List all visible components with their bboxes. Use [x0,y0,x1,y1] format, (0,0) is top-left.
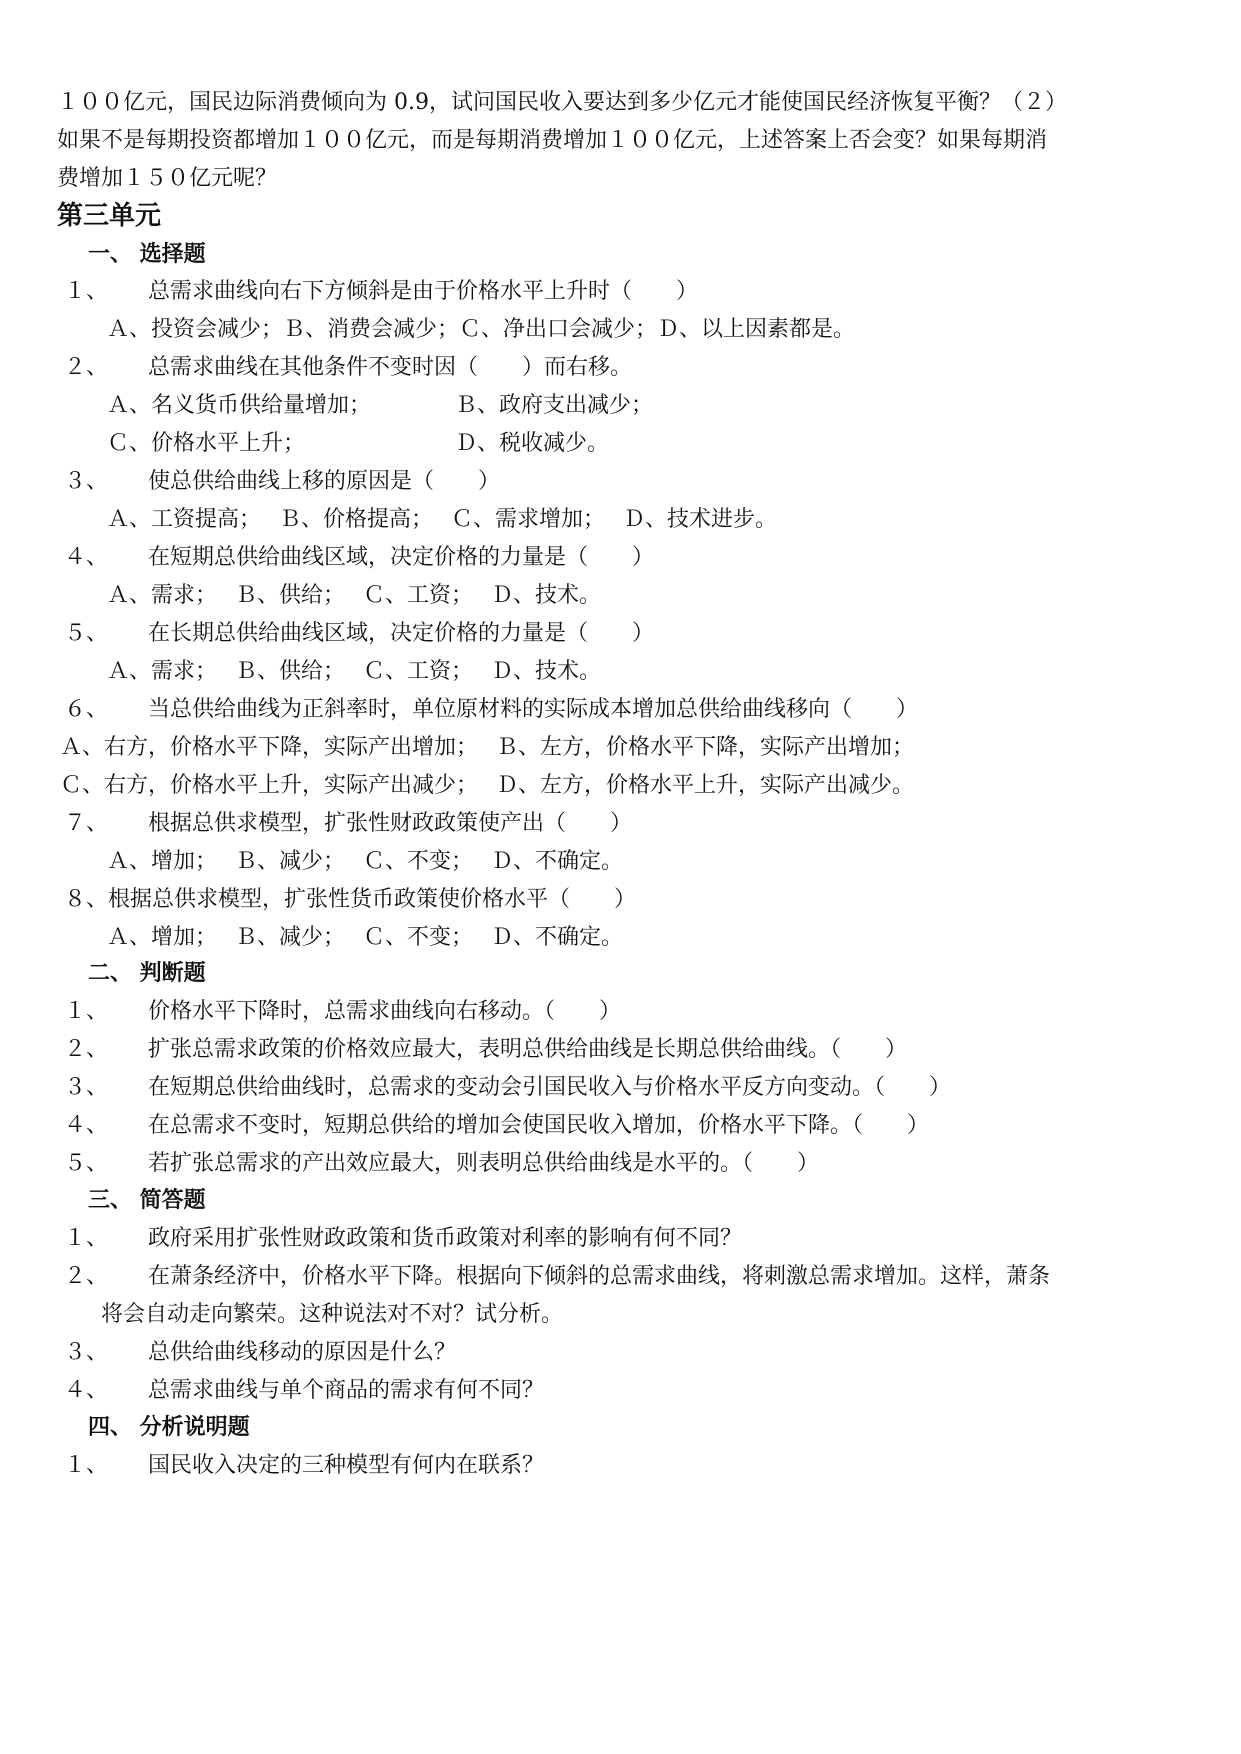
question-options: Ａ、需求； Ｂ、供给； Ｃ、工资； Ｄ、技术。 [107,583,601,608]
question-text: ８、根据总供求模型，扩张性货币政策使价格水平（ ） [64,887,637,912]
question-text: 在萧条经济中，价格水平下降。根据向下倾斜的总需求曲线，将刺激总需求增加。这样，萧条 [148,1264,1051,1289]
option-b: Ｂ、政府支出减少； [455,393,654,418]
question-number: ３、 [64,469,109,494]
option-d: Ｄ、税收减少。 [455,431,610,456]
section-title-short-answer: 三、 简答题 [88,1188,206,1213]
question-options: Ａ、需求； Ｂ、供给； Ｃ、工资； Ｄ、技术。 [107,659,601,684]
question-options: Ａ、投资会减少；Ｂ、消费会减少；Ｃ、净出口会减少；Ｄ、以上因素都是。 [107,317,856,342]
option-a: Ａ、名义货币供给量增加； [107,393,372,418]
question-options: Ｃ、右方，价格水平上升，实际产出减少； Ｄ、左方，价格水平上升，实际产出减少。 [60,773,914,798]
question-text: 当总供给曲线为正斜率时，单位原材料的实际成本增加总供给曲线移向（ ） [148,697,919,722]
question-number: ７、 [64,811,109,836]
question-options: Ａ、增加； Ｂ、减少； Ｃ、不变； Ｄ、不确定。 [107,925,623,950]
unit-title: 第三单元 [57,201,162,231]
question-number: ４、 [64,545,109,570]
question-options: Ａ、工资提高； Ｂ、价格提高； Ｃ、需求增加； Ｄ、技术进步。 [107,507,777,532]
question-text: 在总需求不变时，短期总供给的增加会使国民收入增加，价格水平下降。（ ） [148,1113,930,1138]
question-text-continued: 将会自动走向繁荣。这种说法对不对？试分析。 [101,1302,564,1327]
question-number: ２、 [64,355,109,380]
question-number: ３、 [64,1340,109,1365]
question-text: 扩张总需求政策的价格效应最大，表明总供给曲线是长期总供给曲线。（ ） [148,1037,908,1062]
question-text: 价格水平下降时，总需求曲线向右移动。（ ） [148,999,622,1024]
intro-line-2: 如果不是每期投资都增加１００亿元，而是每期消费增加１００亿元，上述答案上否会变？如果每期消 [57,128,1048,153]
section-title-choice: 一、 选择题 [88,242,206,267]
intro-line-1: １００亿元，国民边际消费倾向为 0.9，试问国民收入要达到多少亿元才能使国民经济恢复平衡？（２） [57,90,1067,115]
question-number: ６、 [64,697,109,722]
section-title-analysis: 四、 分析说明题 [88,1415,250,1440]
question-number: ３、 [64,1075,109,1100]
question-number: ４、 [64,1378,109,1403]
question-number: ２、 [64,1264,109,1289]
question-number: ４、 [64,1113,109,1138]
question-number: １、 [64,999,109,1024]
question-number: ５、 [64,621,109,646]
question-text: 国民收入决定的三种模型有何内在联系？ [148,1453,545,1478]
question-text: 在长期总供给曲线区域，决定价格的力量是（ ） [148,621,655,646]
question-text: 使总供给曲线上移的原因是（ ） [148,469,501,494]
question-text: 总需求曲线向右下方倾斜是由于价格水平上升时（ ） [148,279,699,304]
question-options: Ａ、右方，价格水平下降，实际产出增加； Ｂ、左方，价格水平下降，实际产出增加； [60,735,914,760]
question-text: 政府采用扩张性财政政策和货币政策对利率的影响有何不同？ [148,1226,743,1251]
question-text: 总需求曲线在其他条件不变时因（ ）而右移。 [148,355,633,380]
question-options: Ａ、增加； Ｂ、减少； Ｃ、不变； Ｄ、不确定。 [107,849,623,874]
question-text: 根据总供求模型，扩张性财政政策使产出（ ） [148,811,633,836]
question-text: 总供给曲线移动的原因是什么？ [148,1340,457,1365]
question-number: ２、 [64,1037,109,1062]
question-text: 总需求曲线与单个商品的需求有何不同？ [148,1378,545,1403]
question-number: １、 [64,1226,109,1251]
question-number: ５、 [64,1151,109,1176]
question-number: １、 [64,1453,109,1478]
question-text: 若扩张总需求的产出效应最大，则表明总供给曲线是水平的。（ ） [148,1151,820,1176]
option-c: Ｃ、价格水平上升； [107,431,306,456]
question-number: １、 [64,279,109,304]
section-title-judgement: 二、 判断题 [88,961,206,986]
question-text: 在短期总供给曲线区域，决定价格的力量是（ ） [148,545,655,570]
intro-line-3: 费增加１５０亿元呢？ [57,166,278,191]
question-text: 在短期总供给曲线时，总需求的变动会引国民收入与价格水平反方向变动。（ ） [148,1075,952,1100]
